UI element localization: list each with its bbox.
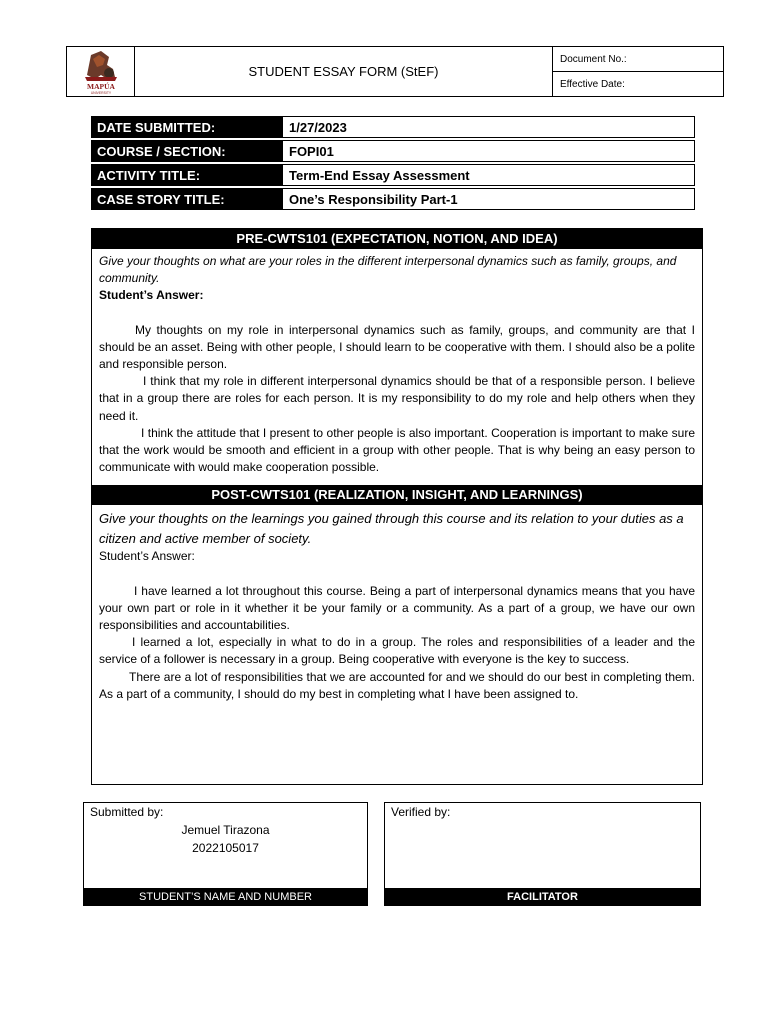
post-paragraph-2: I learned a lot, especially in what to do in a group. The roles and responsibilities of a leader and the service of a follower is necessary in a group. Being cooperative with everyone is the key to success.: [99, 635, 695, 667]
info-row-date: [91, 116, 695, 138]
verified-by-label: Verified by:: [391, 805, 451, 819]
post-paragraph-3: There are a lot of responsibilities that we are accounted for and we should do our best in completing them. As a part of a community, I should do my best in completing what I have been assigned to.: [99, 669, 695, 701]
pre-question: Give your thoughts on what are your roles in the different interpersonal dynamics such as family, groups, and community.: [99, 254, 677, 286]
facilitator-caption: FACILITATOR: [384, 888, 701, 906]
submitted-by-box: [83, 802, 368, 906]
course-section-label: COURSE / SECTION:: [91, 140, 282, 162]
student-name-number-caption: STUDENT’S NAME AND NUMBER: [83, 888, 368, 906]
info-row-course: [91, 140, 695, 162]
university-seal-icon: [79, 49, 123, 95]
logo-subtext: UNIVERSITY: [90, 90, 111, 95]
date-submitted-label: DATE SUBMITTED:: [91, 116, 282, 138]
logo-wordmark: MAPÚA: [86, 81, 115, 91]
form-title: STUDENT ESSAY FORM (StEF): [135, 47, 553, 96]
post-section: [92, 505, 702, 703]
pre-section-heading: PRE-CWTS101 (EXPECTATION, NOTION, AND IDEA): [92, 229, 702, 249]
student-info: [84, 822, 367, 857]
pre-paragraph-1: My thoughts on my role in interpersonal dynamics such as family, groups, and community are that I should be an asset. Being with other people, I should learn to be cooperative with them. I should also be a polite and responsible person.: [99, 322, 695, 372]
post-section-heading: POST-CWTS101 (REALIZATION, INSIGHT, AND LEARNINGS): [92, 485, 702, 505]
case-story-title-label: CASE STORY TITLE:: [91, 188, 282, 210]
pre-paragraph-2: I think that my role in different interpersonal dynamics should be that of a responsible person. I believe that in a group there are roles for each person. It is my responsibility to do my role and help others when they need it.: [99, 374, 695, 423]
info-table: [91, 116, 695, 212]
logo: [67, 47, 135, 96]
date-submitted-value: 1/27/2023: [282, 116, 695, 138]
student-number: 2022105017: [192, 840, 259, 855]
post-answer-label: Student’s Answer:: [99, 549, 195, 564]
post-paragraph-1: I have learned a lot throughout this course. Being a part of interpersonal dynamics means that you have your own part or role in it whether it be your family or a community. As a part of a group, we have our own responsibilities and accountabilities.: [99, 583, 695, 633]
case-story-title-value: One’s Responsibility Part-1: [282, 188, 695, 210]
pre-answer-label: Student’s Answer:: [99, 288, 204, 303]
post-question: Give your thoughts on the learnings you gained through this course and its relation to your duties as a citizen and active member of society.: [99, 511, 684, 546]
essay-box: [91, 228, 703, 785]
pre-section: [92, 249, 702, 476]
course-section-value: FOPI01: [282, 140, 695, 162]
form-header: [66, 46, 724, 97]
verified-by-box: [384, 802, 701, 906]
activity-title-label: ACTIVITY TITLE:: [91, 164, 282, 186]
submitted-by-label: Submitted by:: [90, 805, 164, 819]
info-row-case-story: [91, 188, 695, 210]
effective-date-label: Effective Date:: [553, 71, 723, 96]
pre-paragraph-3: I think the attitude that I present to other people is also important. Cooperation is important to make sure that the work would be smooth and efficient in a group with other people. That is why being an easy person to communicate with would make cooperation possible.: [99, 425, 695, 475]
info-row-activity: [91, 164, 695, 186]
document-no-label: Document No.:: [560, 53, 627, 65]
activity-title-value: Term-End Essay Assessment: [282, 164, 695, 186]
student-name: Jemuel Tirazona: [181, 823, 270, 837]
document-meta: [553, 47, 723, 96]
